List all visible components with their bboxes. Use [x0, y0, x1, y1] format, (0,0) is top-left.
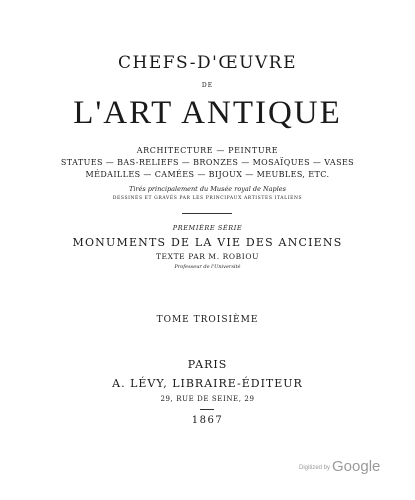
- author-line: TEXTE PAR M. ROBIOU: [155, 252, 260, 261]
- google-watermark: [299, 458, 380, 476]
- subtitle-medailles: MÉDAILLES — CAMÉES — BIJOUX — MEUBLES, ETC.: [85, 170, 330, 179]
- author-title: Professeur de l'Université: [174, 264, 241, 270]
- subtitle-statues: STATUES — BAS-RELIEFS — BRONZES — MOSAÏQUES — VASES: [60, 158, 355, 167]
- main-title: L'ART ANTIQUE: [73, 95, 342, 131]
- title-line-de: DE: [201, 82, 214, 89]
- title-line-chefs-doeuvre: CHEFS-D'ŒUVRE: [118, 53, 297, 73]
- subtitle-architecture: ARCHITECTURE — PEINTURE: [136, 146, 279, 155]
- series-title: MONUMENTS DE LA VIE DES ANCIENS: [72, 236, 343, 249]
- place-of-publication: PARIS: [187, 358, 228, 371]
- watermark-prefix: Digitized by: [299, 465, 331, 471]
- divider-rule: [182, 213, 232, 214]
- publication-year: 1867: [191, 415, 224, 426]
- series-label: PREMIÈRE SÉRIE: [172, 224, 243, 232]
- publisher-address: 29, RUE DE SEINE, 29: [160, 395, 255, 403]
- short-divider-rule: [200, 409, 214, 410]
- volume-label: TOME TROISIÈME: [156, 315, 259, 325]
- artists-note: DESSINÉS ET GRAVÉS PAR LES PRINCIPAUX ARTISTES ITALIENS: [112, 196, 303, 201]
- source-note: Tirés principalement du Musée royal de Naples: [129, 185, 286, 193]
- publisher: A. LÉVY, LIBRAIRE-ÉDITEUR: [112, 377, 303, 390]
- google-logo: Google: [332, 458, 381, 475]
